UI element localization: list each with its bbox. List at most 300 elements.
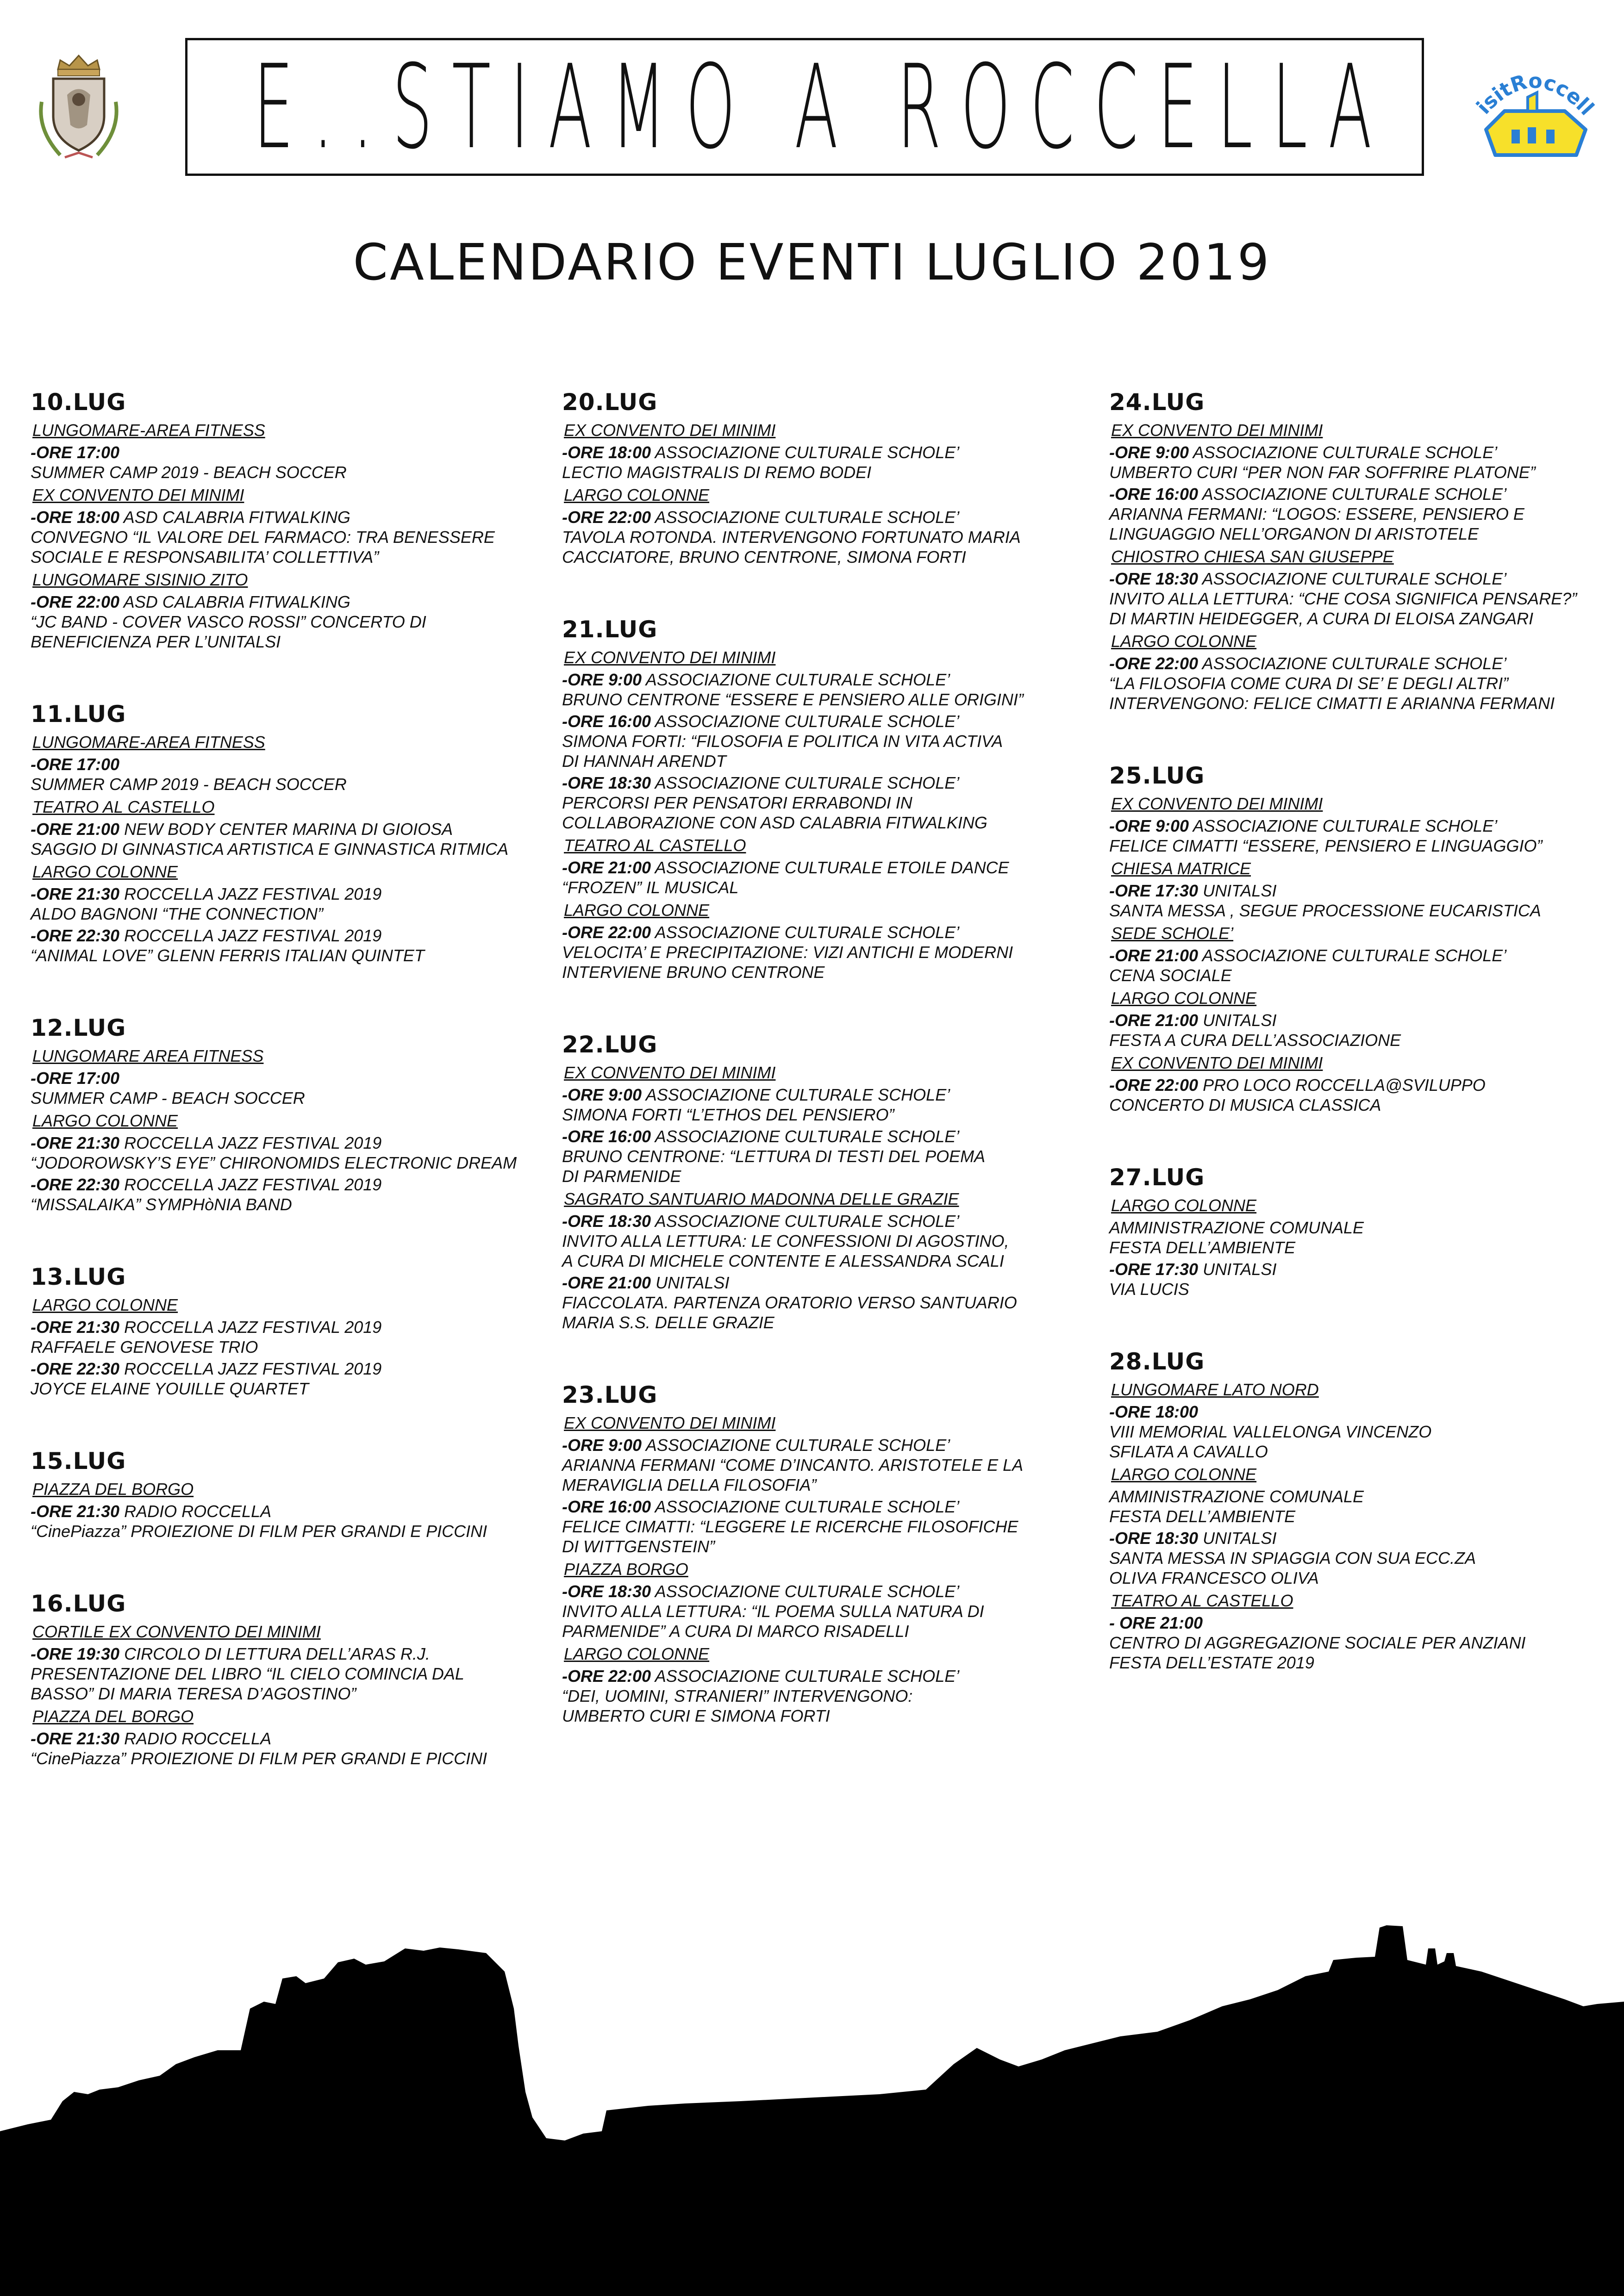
event-description: LINGUAGGIO NELL’ORGANON DI ARISTOTELE xyxy=(1109,524,1479,543)
event-time-line xyxy=(562,670,1081,690)
event-organizer: ASSOCIAZIONE CULTURALE SCHOLE’ xyxy=(651,773,960,792)
event-time: -ORE 21:30 xyxy=(31,1133,120,1152)
event-description: PARMENIDE” A CURA DI MARCO RISADELLI xyxy=(562,1622,909,1641)
event-organizer: UNITALSI xyxy=(1198,881,1277,900)
event-entry xyxy=(562,773,1081,833)
event-description: ALDO BAGNONI “THE CONNECTION” xyxy=(31,904,324,923)
event-venue: LARGO COLONNE xyxy=(1111,1465,1257,1484)
event-venue: LARGO COLONNE xyxy=(32,1295,178,1314)
day-block xyxy=(1109,1164,1624,1299)
event-time-line xyxy=(31,926,549,946)
day-block xyxy=(31,389,549,652)
event-time: -ORE 16:00 xyxy=(1109,485,1199,504)
event-entry xyxy=(562,670,1081,709)
event-description: TAVOLA ROTONDA. INTERVENGONO FORTUNATO MARIA xyxy=(562,528,1021,547)
event-organizer: ASSOCIAZIONE CULTURALE SCHOLE’ xyxy=(651,443,960,462)
event-venue: CHIESA MATRICE xyxy=(1111,859,1251,878)
event-entry xyxy=(1109,1010,1624,1050)
event-time: -ORE 16:00 xyxy=(562,712,651,731)
event-time-line xyxy=(31,884,549,904)
event-description: “CinePiazza” PROIEZIONE DI FILM PER GRANDI E PICCINI xyxy=(31,1522,487,1541)
event-time-line xyxy=(31,754,549,774)
event-time-line xyxy=(31,1175,549,1195)
event-organizer: ASSOCIAZIONE CULTURALE SCHOLE’ xyxy=(1198,569,1507,588)
event-venue: PIAZZA DEL BORGO xyxy=(32,1480,194,1499)
event-description: MARIA S.S. DELLE GRAZIE xyxy=(562,1313,775,1332)
event-time-line xyxy=(1109,816,1624,836)
event-description: AMMINISTRAZIONE COMUNALE xyxy=(1109,1218,1364,1237)
event-organizer: ASSOCIAZIONE CULTURALE SCHOLE’ xyxy=(651,712,960,731)
event-organizer: RADIO ROCCELLA xyxy=(119,1502,272,1521)
event-time: -ORE 18:30 xyxy=(1109,569,1199,588)
event-time: -ORE 22:30 xyxy=(31,1359,120,1378)
event-time-line xyxy=(31,1068,549,1088)
event-time: -ORE 21:00 xyxy=(1109,1011,1199,1030)
event-description: VIII MEMORIAL VALLELONGA VINCENZO xyxy=(1109,1422,1432,1441)
event-time: -ORE 18:00 xyxy=(1109,1402,1199,1421)
event-time-line xyxy=(562,1666,1081,1686)
event-time-line xyxy=(31,592,549,612)
event-time: -ORE 22:00 xyxy=(562,1667,651,1686)
event-entry xyxy=(31,754,549,794)
event-time: -ORE 9:00 xyxy=(562,1085,642,1104)
event-organizer: NEW BODY CENTER MARINA DI GIOIOSA xyxy=(119,820,453,839)
day-block xyxy=(562,616,1081,982)
event-entry xyxy=(562,1435,1081,1495)
event-entry xyxy=(562,1581,1081,1641)
event-organizer: ASSOCIAZIONE CULTURALE SCHOLE’ xyxy=(1189,816,1498,835)
event-venue: LARGO COLONNE xyxy=(1111,1196,1257,1215)
event-description: CONVEGNO “IL VALORE DEL FARMACO: TRA BENESSERE xyxy=(31,528,495,547)
event-description: JOYCE ELAINE YOUILLE QUARTET xyxy=(31,1379,309,1398)
event-organizer: ROCCELLA JAZZ FESTIVAL 2019 xyxy=(119,1359,382,1378)
event-description: “LA FILOSOFIA COME CURA DI SE’ E DEGLI ALTRI” xyxy=(1109,674,1509,693)
event-time: -ORE 9:00 xyxy=(1109,443,1189,462)
event-entry xyxy=(31,592,549,652)
event-organizer: ASD CALABRIA FITWALKING xyxy=(119,592,350,611)
day-block xyxy=(1109,1348,1624,1673)
event-description: MERAVIGLIA DELLA FILOSOFIA” xyxy=(562,1475,817,1494)
event-description: PERCORSI PER PENSATORI ERRABONDI IN xyxy=(562,793,912,812)
event-time-line xyxy=(562,1085,1081,1105)
event-venue: TEATRO AL CASTELLO xyxy=(1111,1591,1293,1610)
event-entry xyxy=(31,442,549,482)
event-description: FESTA A CURA DELL’ASSOCIAZIONE xyxy=(1109,1031,1401,1050)
event-organizer: ASSOCIAZIONE CULTURALE SCHOLE’ xyxy=(642,1085,950,1104)
event-time: -ORE 9:00 xyxy=(1109,816,1189,835)
event-time: -ORE 17:00 xyxy=(31,443,120,462)
event-organizer: ROCCELLA JAZZ FESTIVAL 2019 xyxy=(119,1175,382,1194)
event-time-line xyxy=(562,507,1081,527)
event-description: FELICE CIMATTI “ESSERE, PENSIERO E LINGUAGGIO” xyxy=(1109,836,1543,855)
event-organizer: ASSOCIAZIONE CULTURALE SCHOLE’ xyxy=(651,1212,960,1231)
event-time: -ORE 19:30 xyxy=(31,1644,120,1663)
event-organizer: ASSOCIAZIONE CULTURALE SCHOLE’ xyxy=(651,508,960,527)
event-description: “MISSALAIKA” SYMPHòNIA BAND xyxy=(31,1195,292,1214)
event-entry xyxy=(31,926,549,965)
event-entry xyxy=(1109,1528,1624,1588)
event-time-line xyxy=(1109,1010,1624,1030)
event-time: -ORE 18:30 xyxy=(562,1212,651,1231)
day-heading: 20.LUG xyxy=(562,389,658,416)
event-time: -ORE 22:00 xyxy=(562,508,651,527)
event-time-line xyxy=(562,922,1081,942)
event-organizer: CIRCOLO DI LETTURA DELL’ARAS R.J. xyxy=(119,1644,430,1663)
event-entry xyxy=(562,858,1081,897)
day-block xyxy=(562,1381,1081,1726)
event-venue: LARGO COLONNE xyxy=(32,862,178,881)
event-description: SUMMER CAMP 2019 - BEACH SOCCER xyxy=(31,463,347,482)
event-time-line xyxy=(1109,881,1624,901)
event-time: -ORE 18:30 xyxy=(562,1582,651,1601)
event-description: BENEFICIENZA PER L’UNITALSI xyxy=(31,632,281,651)
event-description: CENTRO DI AGGREGAZIONE SOCIALE PER ANZIANI xyxy=(1109,1633,1526,1652)
event-entry xyxy=(562,442,1081,482)
day-block xyxy=(31,1014,549,1214)
event-venue: EX CONVENTO DEI MINIMI xyxy=(1111,1053,1323,1072)
event-time-line xyxy=(31,1133,549,1153)
event-time-line xyxy=(31,1317,549,1337)
event-time-line xyxy=(1109,1528,1624,1548)
event-venue: LARGO COLONNE xyxy=(564,901,710,920)
event-time-line xyxy=(31,1644,549,1664)
event-organizer: ROCCELLA JAZZ FESTIVAL 2019 xyxy=(119,1133,382,1152)
event-description: SUMMER CAMP 2019 - BEACH SOCCER xyxy=(31,775,347,794)
event-description: ARIANNA FERMANI: “LOGOS: ESSERE, PENSIERO E xyxy=(1109,504,1524,523)
event-entry xyxy=(1109,484,1624,544)
event-time-line xyxy=(562,858,1081,877)
event-organizer: UNITALSI xyxy=(1198,1011,1277,1030)
visitroccella-logo-icon xyxy=(1472,60,1597,167)
event-venue: EX CONVENTO DEI MINIMI xyxy=(564,421,776,440)
event-time-line xyxy=(562,1273,1081,1293)
event-organizer: ASSOCIAZIONE CULTURALE SCHOLE’ xyxy=(1189,443,1498,462)
event-time-line xyxy=(31,819,549,839)
day-heading: 15.LUG xyxy=(31,1448,126,1475)
event-time-line xyxy=(1109,1402,1624,1422)
event-time: -ORE 21:00 xyxy=(31,820,120,839)
event-venue: LUNGOMARE-AREA FITNESS xyxy=(32,733,265,752)
event-entry xyxy=(562,507,1081,567)
event-time-line xyxy=(31,1501,549,1521)
event-time: -ORE 22:00 xyxy=(31,592,120,611)
event-entry xyxy=(1109,653,1624,713)
event-organizer: UNITALSI xyxy=(1198,1529,1277,1548)
event-venue: PIAZZA DEL BORGO xyxy=(32,1707,194,1726)
event-description: OLIVA FRANCESCO OLIVA xyxy=(1109,1568,1319,1587)
event-venue: LUNGOMARE-AREA FITNESS xyxy=(32,421,265,440)
coat-of-arms-icon xyxy=(32,51,125,167)
event-time-line xyxy=(31,1729,549,1748)
event-description: SIMONA FORTI “L’ETHOS DEL PENSIERO” xyxy=(562,1105,894,1124)
event-description: “JC BAND - COVER VASCO ROSSI” CONCERTO DI xyxy=(31,612,426,631)
event-organizer: PRO LOCO ROCCELLA@SVILUPPO xyxy=(1198,1076,1486,1095)
event-time: -ORE 18:00 xyxy=(562,443,651,462)
page-title: E..STIAMO A ROCCELLA xyxy=(253,39,1391,174)
event-entry xyxy=(1109,1613,1624,1673)
event-description: INTERVIENE BRUNO CENTRONE xyxy=(562,963,825,982)
day-heading: 11.LUG xyxy=(31,701,126,728)
event-description: SFILATA A CAVALLO xyxy=(1109,1442,1268,1461)
event-description: DI HANNAH ARENDT xyxy=(562,752,726,771)
day-block xyxy=(1109,389,1624,713)
event-time-line xyxy=(1109,653,1624,673)
event-entry xyxy=(1109,1487,1624,1526)
event-entry xyxy=(31,1359,549,1399)
event-description: SUMMER CAMP - BEACH SOCCER xyxy=(31,1089,305,1108)
event-entry xyxy=(562,922,1081,982)
event-time-line xyxy=(562,1497,1081,1517)
event-time: -ORE 22:30 xyxy=(31,926,120,945)
event-entry xyxy=(1109,946,1624,985)
event-description: SANTA MESSA , SEGUE PROCESSIONE EUCARISTICA xyxy=(1109,901,1541,920)
event-organizer: ROCCELLA JAZZ FESTIVAL 2019 xyxy=(119,884,382,903)
event-description: “ANIMAL LOVE” GLENN FERRIS ITALIAN QUINTET xyxy=(31,946,425,965)
day-heading: 25.LUG xyxy=(1109,762,1205,789)
event-entry xyxy=(562,1085,1081,1125)
event-description: “DEI, UOMINI, STRANIERI” INTERVENGONO: xyxy=(562,1686,913,1705)
event-entry xyxy=(562,1497,1081,1556)
event-time-line xyxy=(562,1126,1081,1146)
event-time: -ORE 21:30 xyxy=(31,1318,120,1337)
event-venue: LUNGOMARE AREA FITNESS xyxy=(32,1046,264,1065)
event-venue: PIAZZA BORGO xyxy=(564,1560,688,1579)
event-description: DI MARTIN HEIDEGGER, A CURA DI ELOISA ZANGARI xyxy=(1109,609,1534,628)
event-venue: EX CONVENTO DEI MINIMI xyxy=(32,485,244,504)
event-description: LECTIO MAGISTRALIS DI REMO BODEI xyxy=(562,463,872,482)
event-time-line xyxy=(1109,1259,1624,1279)
day-block xyxy=(1109,762,1624,1115)
event-entry xyxy=(562,1211,1081,1271)
event-time: -ORE 17:00 xyxy=(31,755,120,774)
event-organizer: ASSOCIAZIONE CULTURALE SCHOLE’ xyxy=(651,1667,960,1686)
event-description: BRUNO CENTRONE: “LETTURA DI TESTI DEL POEMA xyxy=(562,1147,986,1166)
event-time: -ORE 21:00 xyxy=(1109,946,1199,965)
event-entry xyxy=(1109,1259,1624,1299)
event-entry xyxy=(1109,1075,1624,1115)
event-description: ARIANNA FERMANI “COME D’INCANTO. ARISTOTELE E LA xyxy=(562,1456,1024,1475)
event-organizer: UNITALSI xyxy=(651,1273,730,1292)
event-description: FELICE CIMATTI: “LEGGERE LE RICERCHE FILOSOFICHE xyxy=(562,1517,1018,1536)
event-organizer: ROCCELLA JAZZ FESTIVAL 2019 xyxy=(119,1318,382,1337)
day-block xyxy=(31,1448,549,1541)
event-entry xyxy=(31,1644,549,1704)
event-description: INVITO ALLA LETTURA: LE CONFESSIONI DI AGOSTINO, xyxy=(562,1232,1009,1251)
event-venue: TEATRO AL CASTELLO xyxy=(564,836,746,855)
day-heading: 27.LUG xyxy=(1109,1164,1205,1191)
event-venue: SEDE SCHOLE’ xyxy=(1111,924,1234,943)
event-organizer: ASSOCIAZIONE CULTURALE SCHOLE’ xyxy=(642,670,950,689)
event-description: FESTA DELL’ESTATE 2019 xyxy=(1109,1653,1314,1672)
event-description: UMBERTO CURI E SIMONA FORTI xyxy=(562,1706,830,1725)
event-organizer: ASSOCIAZIONE CULTURALE SCHOLE’ xyxy=(651,1582,960,1601)
town-skyline-silhouette xyxy=(0,1907,1624,2296)
event-time: -ORE 17:00 xyxy=(31,1069,120,1088)
event-venue: EX CONVENTO DEI MINIMI xyxy=(564,1063,776,1082)
calendar-column-2 xyxy=(562,389,1081,1775)
event-description: SOCIALE E RESPONSABILITA’ COLLETTIVA” xyxy=(31,548,379,566)
event-description: INVITO ALLA LETTURA: “CHE COSA SIGNIFICA PENSARE?” xyxy=(1109,589,1577,608)
event-organizer: ASSOCIAZIONE CULTURALE SCHOLE’ xyxy=(642,1436,950,1455)
day-block xyxy=(31,1263,549,1399)
event-entry xyxy=(562,1666,1081,1726)
event-time: -ORE 17:30 xyxy=(1109,1260,1199,1279)
event-time-line xyxy=(562,711,1081,731)
event-time-line xyxy=(562,1211,1081,1231)
event-time-line xyxy=(562,773,1081,793)
event-time-line xyxy=(562,1435,1081,1455)
event-description: CACCIATORE, BRUNO CENTRONE, SIMONA FORTI xyxy=(562,548,966,566)
event-time: -ORE 22:30 xyxy=(31,1175,120,1194)
event-time: -ORE 9:00 xyxy=(562,1436,642,1455)
event-description: “FROZEN” IL MUSICAL xyxy=(562,878,739,897)
event-description: “CinePiazza” PROIEZIONE DI FILM PER GRANDI E PICCINI xyxy=(31,1749,487,1768)
event-description: CENA SOCIALE xyxy=(1109,966,1232,985)
event-time-line xyxy=(1109,569,1624,589)
event-entry xyxy=(31,1175,549,1214)
event-venue: LARGO COLONNE xyxy=(564,1644,710,1663)
event-venue: EX CONVENTO DEI MINIMI xyxy=(1111,794,1323,813)
event-time-line xyxy=(562,442,1081,462)
event-organizer: ASSOCIAZIONE CULTURALE SCHOLE’ xyxy=(651,1497,960,1516)
event-description: SANTA MESSA IN SPIAGGIA CON SUA ECC.ZA xyxy=(1109,1549,1476,1568)
day-heading: 28.LUG xyxy=(1109,1348,1205,1375)
day-block xyxy=(562,1031,1081,1332)
event-time: -ORE 16:00 xyxy=(562,1127,651,1146)
event-entry xyxy=(1109,1402,1624,1462)
event-entry xyxy=(31,1501,549,1541)
event-entry xyxy=(31,1133,549,1173)
event-time-line xyxy=(1109,442,1624,462)
event-description: VELOCITA’ E PRECIPITAZIONE: VIZI ANTICHI E MODERNI xyxy=(562,943,1013,962)
event-description: UMBERTO CURI “PER NON FAR SOFFRIRE PLATONE” xyxy=(1109,463,1536,482)
event-organizer: ASSOCIAZIONE CULTURALE SCHOLE’ xyxy=(1198,946,1507,965)
event-description: SAGGIO DI GINNASTICA ARTISTICA E GINNASTICA RITMICA xyxy=(31,840,509,859)
event-entry xyxy=(1109,1218,1624,1257)
event-venue: LUNGOMARE SISINIO ZITO xyxy=(32,570,248,589)
event-venue: TEATRO AL CASTELLO xyxy=(32,797,215,816)
event-time-line xyxy=(31,507,549,527)
event-time: -ORE 22:00 xyxy=(1109,1076,1199,1095)
event-venue: LARGO COLONNE xyxy=(32,1111,178,1130)
event-description: BRUNO CENTRONE “ESSERE E PENSIERO ALLE ORIGINI” xyxy=(562,690,1024,709)
event-description: FESTA DELL’AMBIENTE xyxy=(1109,1238,1296,1257)
event-description: CONCERTO DI MUSICA CLASSICA xyxy=(1109,1095,1381,1114)
event-description: COLLABORAZIONE CON ASD CALABRIA FITWALKING xyxy=(562,813,987,832)
day-block xyxy=(31,701,549,965)
event-venue: LARGO COLONNE xyxy=(564,485,710,504)
event-description: DI PARMENIDE xyxy=(562,1167,681,1186)
event-description: INTERVENGONO: FELICE CIMATTI E ARIANNA FERMANI xyxy=(1109,694,1555,713)
event-entry xyxy=(1109,442,1624,482)
event-time-line xyxy=(1109,484,1624,504)
event-time-line xyxy=(1109,1613,1624,1633)
event-organizer: UNITALSI xyxy=(1198,1260,1277,1279)
event-time: -ORE 16:00 xyxy=(562,1497,651,1516)
event-description: BASSO” DI MARIA TERESA D’AGOSTINO” xyxy=(31,1684,356,1703)
event-time: -ORE 21:30 xyxy=(31,884,120,903)
event-description: RAFFAELE GENOVESE TRIO xyxy=(31,1338,258,1356)
event-venue: EX CONVENTO DEI MINIMI xyxy=(564,1413,776,1432)
event-organizer: ROCCELLA JAZZ FESTIVAL 2019 xyxy=(119,926,382,945)
logo-text: isitRoccell xyxy=(1472,69,1597,120)
event-time: -ORE 21:30 xyxy=(31,1729,120,1748)
day-heading: 23.LUG xyxy=(562,1381,658,1408)
day-heading: 21.LUG xyxy=(562,616,658,643)
day-block xyxy=(31,1590,549,1768)
day-heading: 12.LUG xyxy=(31,1014,126,1041)
event-organizer: ASSOCIAZIONE CULTURALE SCHOLE’ xyxy=(651,923,960,942)
event-description: SIMONA FORTI: “FILOSOFIA E POLITICA IN VITA ACTIVA xyxy=(562,732,1003,751)
event-entry xyxy=(31,884,549,924)
calendar-subtitle: CALENDARIO EVENTI LUGLIO 2019 xyxy=(353,234,1271,292)
event-time: -ORE 17:30 xyxy=(1109,881,1199,900)
event-entry xyxy=(1109,816,1624,856)
calendar-column-1 xyxy=(31,389,549,1817)
event-entry xyxy=(31,507,549,567)
event-description: “JODOROWSKY’S EYE” CHIRONOMIDS ELECTRONIC DREAM xyxy=(31,1153,517,1172)
event-time: - ORE 21:00 xyxy=(1109,1613,1203,1632)
event-entry xyxy=(31,819,549,859)
event-entry xyxy=(562,1273,1081,1332)
event-time: -ORE 18:30 xyxy=(562,773,651,792)
event-time: -ORE 22:00 xyxy=(562,923,651,942)
event-time-line xyxy=(31,442,549,462)
event-description: INVITO ALLA LETTURA: “IL POEMA SULLA NATURA DI xyxy=(562,1602,984,1621)
event-organizer: RADIO ROCCELLA xyxy=(119,1729,272,1748)
event-entry xyxy=(31,1068,549,1108)
event-description: FESTA DELL’AMBIENTE xyxy=(1109,1507,1296,1526)
day-heading: 24.LUG xyxy=(1109,389,1205,416)
event-venue: EX CONVENTO DEI MINIMI xyxy=(564,648,776,667)
event-venue: CHIOSTRO CHIESA SAN GIUSEPPE xyxy=(1111,547,1394,566)
event-time-line xyxy=(1109,1075,1624,1095)
day-heading: 10.LUG xyxy=(31,389,126,416)
event-time: -ORE 21:00 xyxy=(562,1273,651,1292)
event-time: -ORE 21:30 xyxy=(31,1502,120,1521)
event-time: -ORE 21:00 xyxy=(562,858,651,877)
event-entry xyxy=(31,1729,549,1768)
event-entry xyxy=(1109,569,1624,628)
event-organizer: ASSOCIAZIONE CULTURALE SCHOLE’ xyxy=(1198,485,1507,504)
event-description: PRESENTAZIONE DEL LIBRO “IL CIELO COMINCIA DAL xyxy=(31,1664,464,1683)
title-banner xyxy=(185,38,1424,176)
event-time: -ORE 22:00 xyxy=(1109,654,1199,673)
event-organizer: ASSOCIAZIONE CULTURALE SCHOLE’ xyxy=(1198,654,1507,673)
event-description: VIA LUCIS xyxy=(1109,1280,1189,1299)
event-organizer: ASSOCIAZIONE CULTURALE SCHOLE’ xyxy=(651,1127,960,1146)
day-block xyxy=(562,389,1081,567)
event-time-line xyxy=(1109,946,1624,965)
day-heading: 13.LUG xyxy=(31,1263,126,1290)
event-entry xyxy=(562,711,1081,771)
day-heading: 22.LUG xyxy=(562,1031,658,1058)
event-description: FIACCOLATA. PARTENZA ORATORIO VERSO SANTUARIO xyxy=(562,1293,1017,1312)
event-time: -ORE 18:00 xyxy=(31,508,120,527)
day-heading: 16.LUG xyxy=(31,1590,126,1617)
event-description: AMMINISTRAZIONE COMUNALE xyxy=(1109,1487,1364,1506)
event-venue: LARGO COLONNE xyxy=(1111,632,1257,651)
event-venue: LARGO COLONNE xyxy=(1111,989,1257,1008)
event-description: DI WITTGENSTEIN” xyxy=(562,1537,715,1556)
event-venue: CORTILE EX CONVENTO DEI MINIMI xyxy=(32,1622,321,1641)
calendar-column-3 xyxy=(1109,389,1624,1722)
event-organizer: ASSOCIAZIONE CULTURALE ETOILE DANCE xyxy=(651,858,1009,877)
event-venue: LUNGOMARE LATO NORD xyxy=(1111,1380,1319,1399)
event-organizer: ASD CALABRIA FITWALKING xyxy=(119,508,350,527)
event-time-line xyxy=(31,1359,549,1379)
event-time: -ORE 9:00 xyxy=(562,670,642,689)
